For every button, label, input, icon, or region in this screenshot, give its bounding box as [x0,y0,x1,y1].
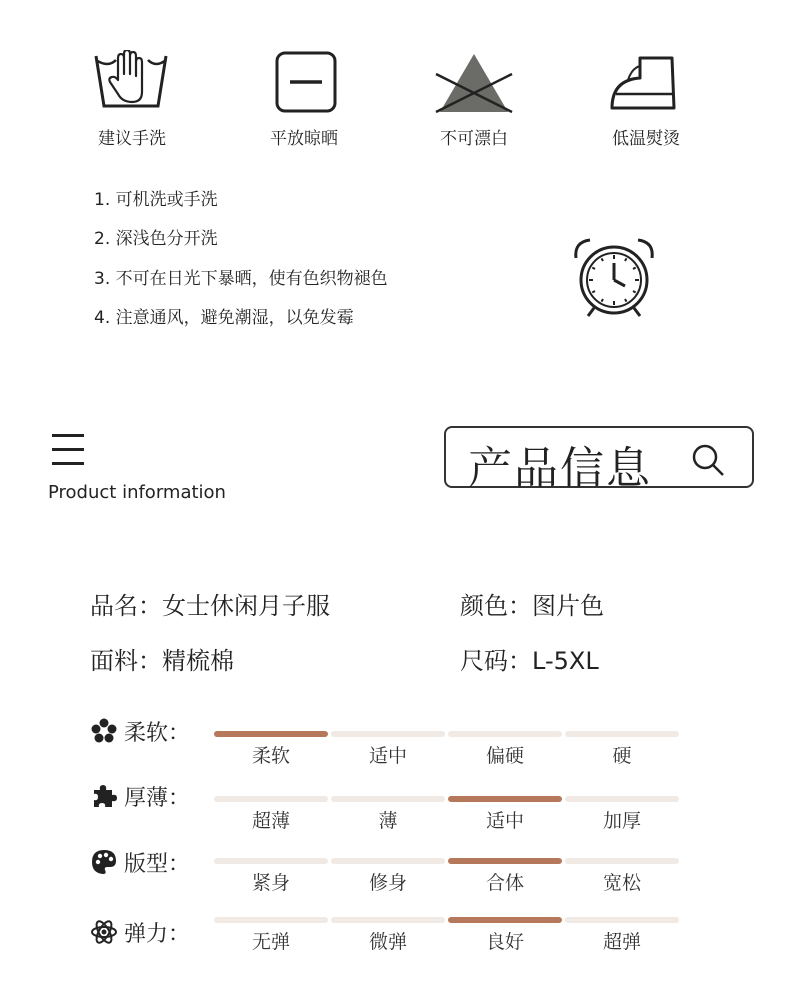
product-size-row [460,641,599,676]
scale-segment-selected [448,858,562,864]
puzzle-icon [90,782,118,810]
low-iron-icon [606,50,686,116]
care-tip-1: 1. 可机洗或手洗 [94,190,218,210]
hand-wash-icon [92,50,172,116]
product-information-subtitle: Product information [48,482,226,503]
scale-option-label: 无弹 [251,931,290,953]
scale-option-label: 适中 [368,745,407,767]
scale-segment-selected [214,731,328,737]
product-name-value: 女士休闲月子服 [162,592,330,620]
scale-segment-selected [448,917,562,923]
scale-option-label: 柔软 [251,745,290,767]
menu-icon [50,432,88,468]
care-label-low-iron: 低温熨烫 [612,129,680,149]
scale-option-label: 适中 [485,810,524,832]
product-color-row [460,586,604,621]
scale-segment [565,731,679,737]
scale-segment [565,858,679,864]
scale-segment [331,731,445,737]
atom-icon [90,918,118,946]
product-fabric-row [90,641,234,676]
scale-segment [331,917,445,923]
product-size-label: 尺码： [460,647,532,675]
care-label-dry-flat: 平放晾晒 [270,129,338,149]
scale-segment [331,858,445,864]
care-label-no-bleach: 不可漂白 [440,129,508,149]
scale-option-label: 修身 [368,872,407,894]
scale-option-label: 硬 [612,745,632,767]
no-bleach-icon [434,50,514,116]
product-fabric-label: 面料： [90,647,162,675]
alarm-clock-icon [570,236,658,324]
scale-segment [565,917,679,923]
product-name-row [90,586,330,621]
product-fabric-value: 精梳棉 [162,647,234,675]
care-tip-2: 2. 深浅色分开洗 [94,229,218,249]
scale-segment [331,796,445,802]
product-info-title-box [444,426,754,494]
care-label-hand-wash: 建议手洗 [98,129,166,149]
palette-icon [90,848,118,876]
flower-icon [90,717,118,745]
scale-option-label: 超薄 [251,810,290,832]
scale-segment [565,796,679,802]
product-size-value: L-5XL [532,647,599,675]
product-name-label: 品名： [90,592,162,620]
attr-label-fit: 版型： [124,852,191,877]
scale-segment [448,731,562,737]
scale-option-label: 宽松 [602,872,641,894]
scale-segment [214,796,328,802]
scale-segment [214,858,328,864]
scale-option-label: 良好 [485,931,524,953]
scale-option-label: 合体 [485,872,524,894]
product-color-label: 颜色： [460,592,532,620]
scale-option-label: 薄 [378,810,398,832]
scale-option-label: 加厚 [602,810,641,832]
attr-label-thickness: 厚薄： [124,786,191,811]
scale-option-label: 偏硬 [485,745,524,767]
scale-option-label: 超弹 [602,931,641,953]
attr-label-elasticity: 弹力： [124,922,191,947]
care-tip-3: 3. 不可在日光下暴晒，使有色织物褪色 [94,269,388,289]
attr-label-softness: 柔软： [124,721,191,746]
scale-option-label: 紧身 [251,872,290,894]
scale-option-label: 微弹 [368,931,407,953]
scale-segment-selected [448,796,562,802]
search-icon [690,442,726,478]
product-color-value: 图片色 [532,592,604,620]
care-tip-4: 4. 注意通风，避免潮湿，以免发霉 [94,308,354,328]
scale-segment [214,917,328,923]
dry-flat-icon [266,50,346,116]
product-info-title: 产品信息 [468,443,652,494]
